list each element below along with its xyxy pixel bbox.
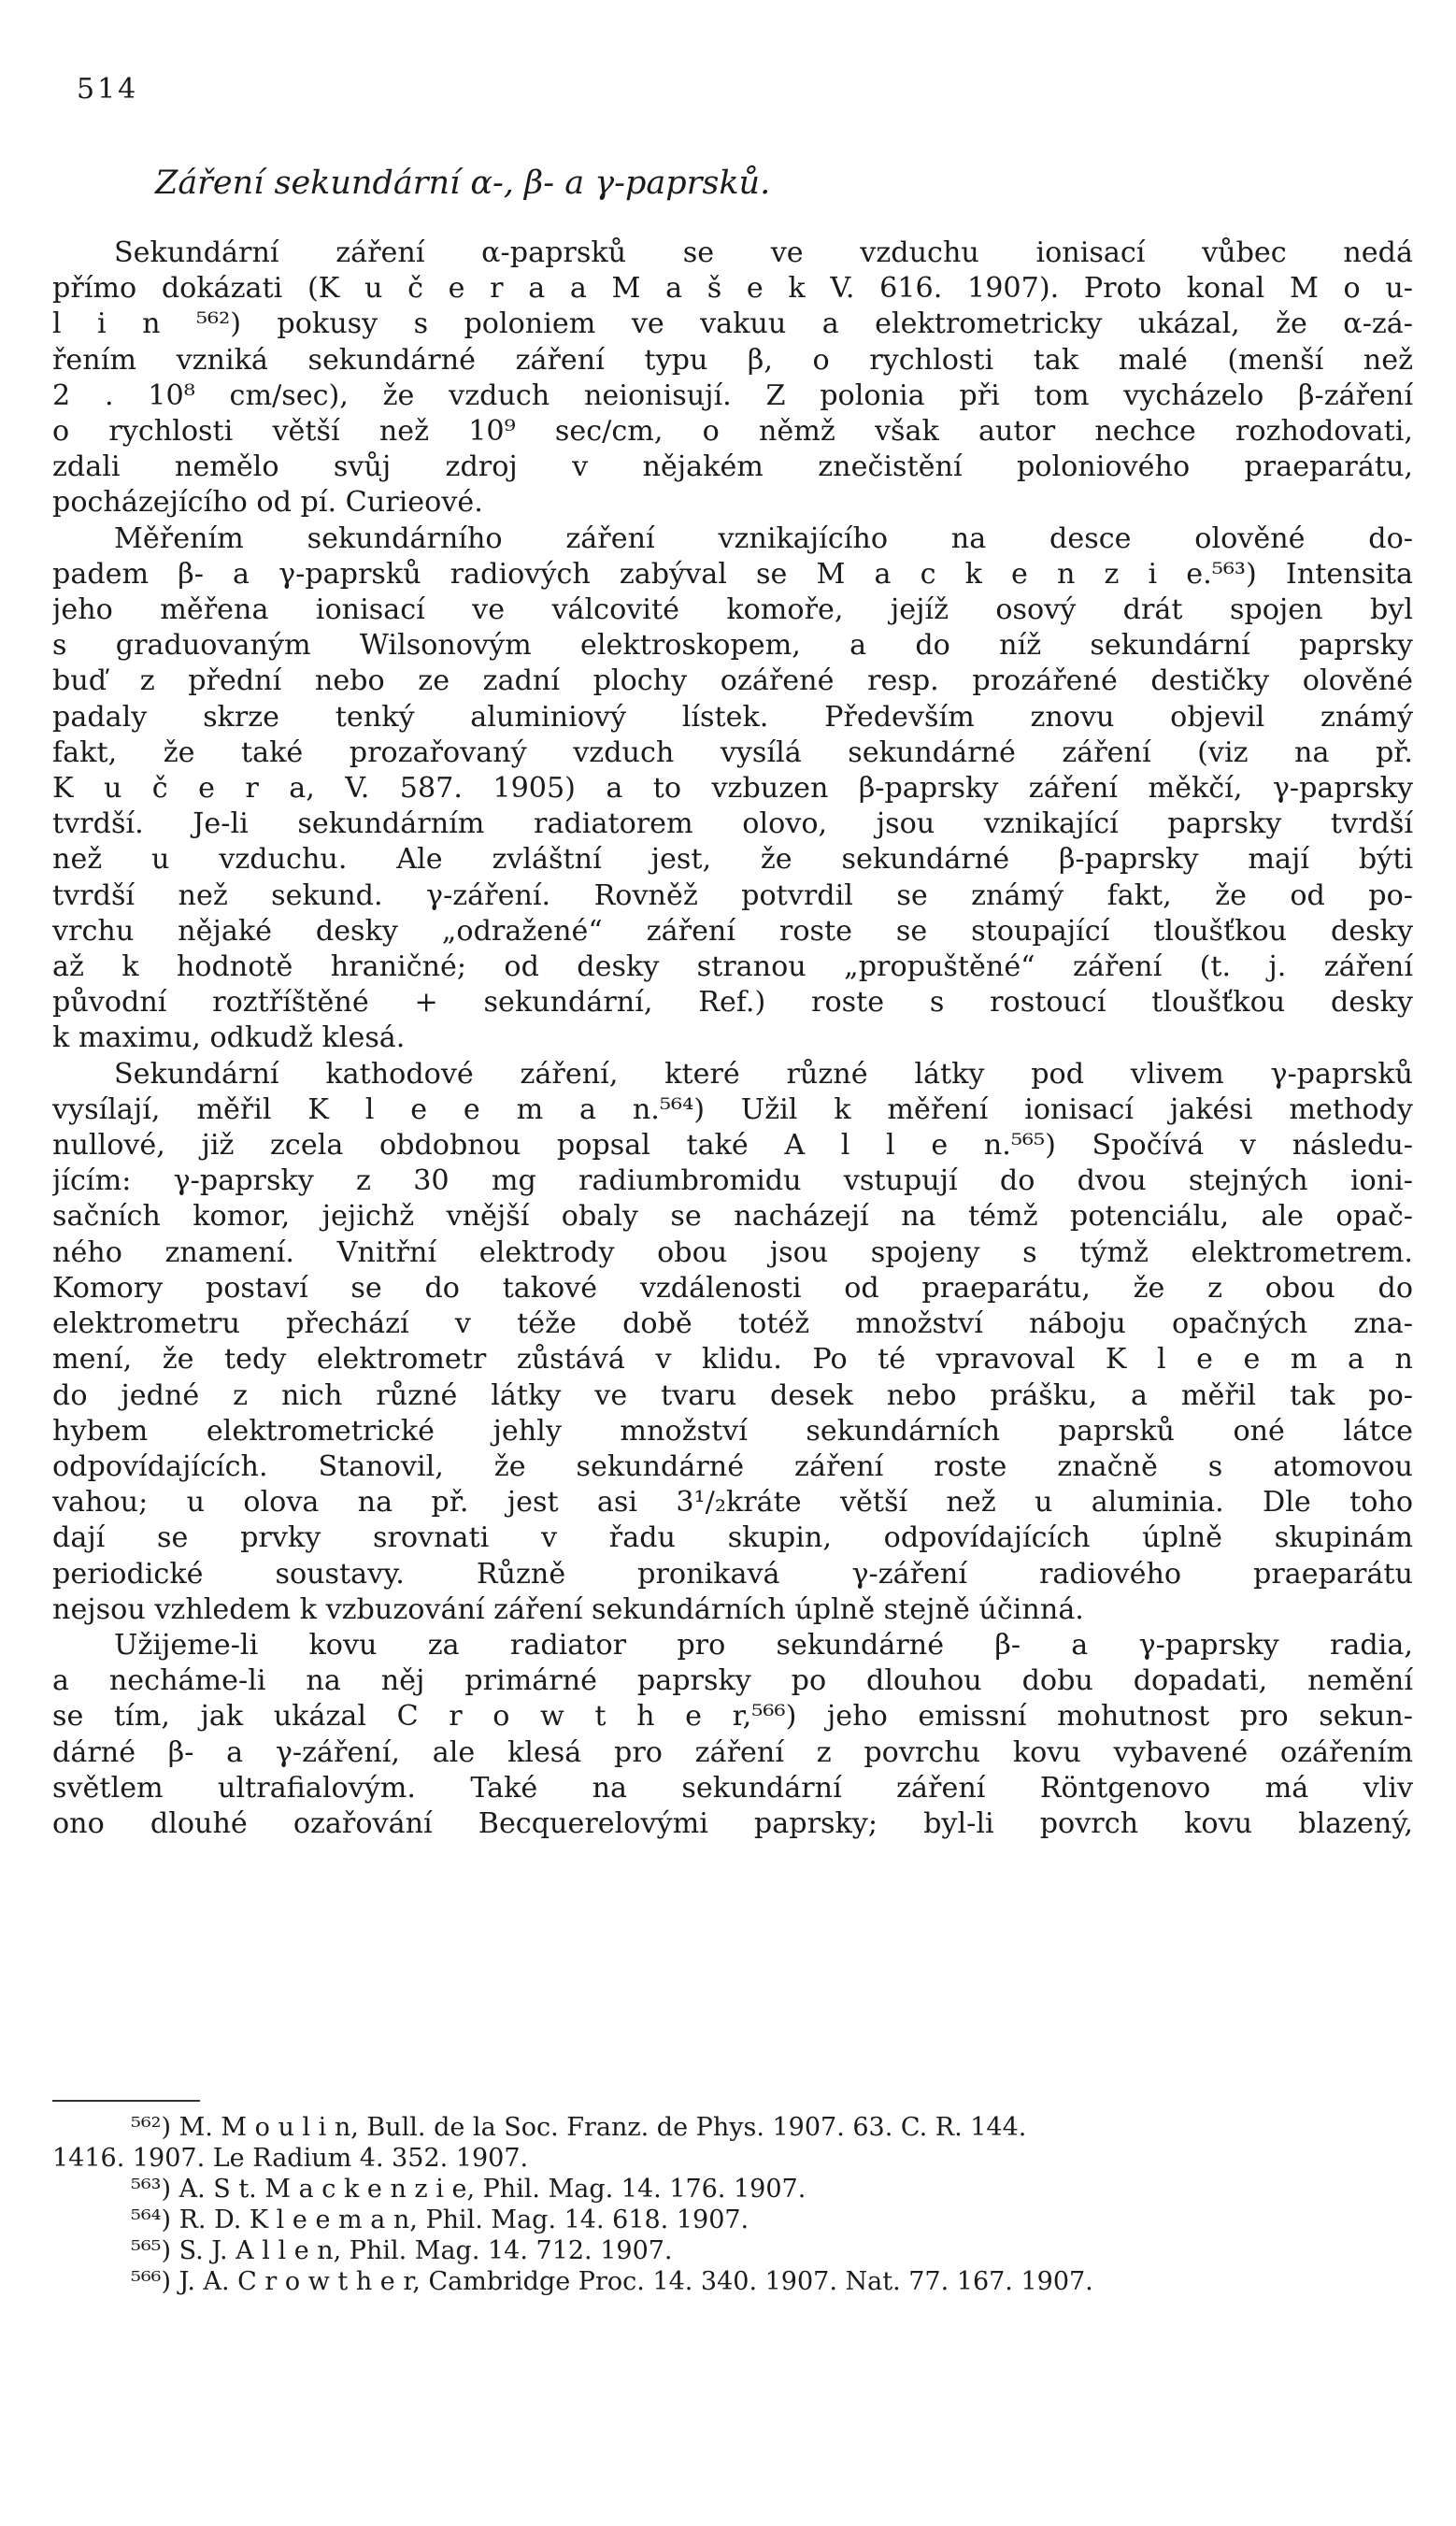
text-line: nejsou vzhledem k vzbuzování záření sekundárních úplně stejně účinná. xyxy=(52,1592,1084,1626)
footnote-566: ⁵⁶⁶) J. A. C r o w t h e r, Cambridge Proc. 14. 340. 1907. Nat. 77. 167. 1907. xyxy=(131,2267,1093,2296)
text-line: s graduovaným Wilsonovým elektroskopem, a do níž sekundární paprsky xyxy=(52,629,1413,663)
footnote-562: ⁵⁶²) M. M o u l i n, Bull. de la Soc. Franz. de Phys. 1907. 63. C. R. 144. xyxy=(131,2113,1027,2142)
text-line: přímo dokázati (K u č e r a a M a š e k V. 616. 1907). Proto konal M o u- xyxy=(52,272,1413,306)
text-line: dárné β- a γ-záření, ale klesá pro záření z povrchu kovu vybavené ozářením xyxy=(52,1735,1413,1769)
text-line: ono dlouhé ozařování Becquerelovými paprsky; byl-li povrch kovu blazený, xyxy=(52,1806,1413,1840)
text-line: jeho měřena ionisací ve válcovité komoře, jejíž osový drát spojen byl xyxy=(52,593,1413,627)
section-title: Záření sekundární α-, β- a γ-paprsků. xyxy=(155,164,771,202)
footnote-rule xyxy=(52,2100,200,2102)
text-line: původní roztříštěné + sekundární, Ref.) roste s rostoucí tloušťkou desky xyxy=(52,986,1413,1020)
text-line: sačních komor, jejichž vnější obaly se nacházejí na témž potenciálu, ale opač- xyxy=(52,1200,1413,1234)
footnotes xyxy=(52,2112,1413,2297)
text-line: řením vzniká sekundárné záření typu β, o rychlosti tak malé (menší než xyxy=(52,343,1413,377)
text-line: nullové, již zcela obdobnou popsal také A l l e n.⁵⁶⁵) Spočívá v následu- xyxy=(52,1129,1413,1163)
text-line: jícím: γ-paprsky z 30 mg radiumbromidu vstupují do dvou stejných ioni- xyxy=(52,1164,1413,1198)
text-line: Sekundární kathodové záření, které různé látky pod vlivem γ-paprsků xyxy=(114,1057,1413,1091)
text-line: fakt, že také prozařovaný vzduch vysílá sekundárné záření (viz na př. xyxy=(52,735,1413,769)
text-line: buď z přední nebo ze zadní plochy ozářené resp. prozářené destičky olověné xyxy=(52,664,1413,698)
footnote-564: ⁵⁶⁴) R. D. K l e e m a n, Phil. Mag. 14. 618. 1907. xyxy=(131,2205,749,2234)
text-line: padem β- a γ-paprsků radiových zabýval se M a c k e n z i e.⁵⁶³) Intensita xyxy=(52,557,1413,591)
text-line: než u vzduchu. Ale zvláštní jest, že sekundárné β-paprsky mají býti xyxy=(52,843,1413,877)
text-line: a necháme-li na něj primárné paprsky po dlouhou dobu dopadati, nemění xyxy=(52,1664,1413,1698)
footnote-563: ⁵⁶³) A. S t. M a c k e n z i e, Phil. Mag. 14. 176. 1907. xyxy=(131,2175,807,2204)
text-line: l i n ⁵⁶²) pokusy s poloniem ve vakuu a elektrometricky ukázal, že α-zá- xyxy=(52,307,1413,341)
text-line: do jedné z nich různé látky ve tvaru desek nebo prášku, a měřil tak po- xyxy=(52,1378,1413,1412)
text-line: Užijeme-li kovu za radiator pro sekundárné β- a γ-paprsky radia, xyxy=(114,1628,1413,1662)
footnote-562-continuation: 1416. 1907. Le Radium 4. 352. 1907. xyxy=(52,2144,529,2173)
text-line: ného znamení. Vnitřní elektrody obou jsou spojeny s týmž elektrometrem. xyxy=(52,1235,1413,1269)
page-number: 514 xyxy=(77,73,139,106)
text-line: až k hodnotě hraničné; od desky stranou „propuštěné“ záření (t. j. záření xyxy=(52,950,1413,984)
text-line: elektrometru přechází v téže době totéž množství náboju opačných zna- xyxy=(52,1307,1413,1341)
text-line: Měřením sekundárního záření vznikajícího na desce olověné do- xyxy=(114,521,1413,555)
footnote-565: ⁵⁶⁵) S. J. A l l e n, Phil. Mag. 14. 712. 1907. xyxy=(131,2236,673,2265)
text-line: tvrdší. Je-li sekundárním radiatorem olovo, jsou vznikající paprsky tvrdší xyxy=(52,807,1413,841)
text-line: pocházejícího od pí. Curieové. xyxy=(52,486,483,520)
text-line: se tím, jak ukázal C r o w t h e r,⁵⁶⁶) jeho emissní mohutnost pro sekun- xyxy=(52,1700,1413,1734)
text-line: vysílají, měřil K l e e m a n.⁵⁶⁴) Užil k měření ionisací jakési methody xyxy=(52,1092,1413,1126)
text-line: Komory postaví se do takové vzdálenosti od praeparátu, že z obou do xyxy=(52,1271,1413,1305)
text-line: odpovídajících. Stanovil, že sekundárné záření roste značně s atomovou xyxy=(52,1449,1413,1483)
text-line: padaly skrze tenký aluminiový lístek. Především znovu objevil známý xyxy=(52,700,1413,734)
text-line: k maximu, odkudž klesá. xyxy=(52,1021,406,1055)
text-line: K u č e r a, V. 587. 1905) a to vzbuzen β-paprsky záření měkčí, γ-paprsky xyxy=(52,772,1413,806)
text-line: o rychlosti větší než 10⁹ sec/cm, o němž však autor nechce rozhodovati, xyxy=(52,415,1413,449)
text-line: světlem ultrafialovým. Také na sekundární záření Röntgenovo má vliv xyxy=(52,1771,1413,1805)
body-text xyxy=(52,235,1413,1842)
text-line: vahou; u olova na př. jest asi 3¹/₂kráte větší než u aluminia. Dle toho xyxy=(52,1486,1413,1520)
text-line: Sekundární záření α-paprsků se ve vzduchu ionisací vůbec nedá xyxy=(114,236,1413,269)
text-line: periodické soustavy. Různě pronikavá γ-záření radiového praeparátu xyxy=(52,1557,1413,1591)
text-line: dají se prvky srovnati v řadu skupin, odpovídajících úplně skupinám xyxy=(52,1521,1413,1555)
text-line: mení, že tedy elektrometr zůstává v klidu. Po té vpravoval K l e e m a n xyxy=(52,1343,1413,1377)
text-line: hybem elektrometrické jehly množství sekundárních paprsků oné látce xyxy=(52,1414,1413,1448)
text-line: vrchu nějaké desky „odražené“ záření roste se stoupající tloušťkou desky xyxy=(52,914,1413,948)
text-line: zdali nemělo svůj zdroj v nějakém znečistění poloniového praeparátu, xyxy=(52,450,1413,484)
text-line: 2 . 10⁸ cm/sec), že vzduch neionisují. Z polonia při tom vycházelo β-záření xyxy=(52,378,1413,412)
text-line: tvrdší než sekund. γ-záření. Rovněž potvrdil se známý fakt, že od po- xyxy=(52,878,1413,912)
